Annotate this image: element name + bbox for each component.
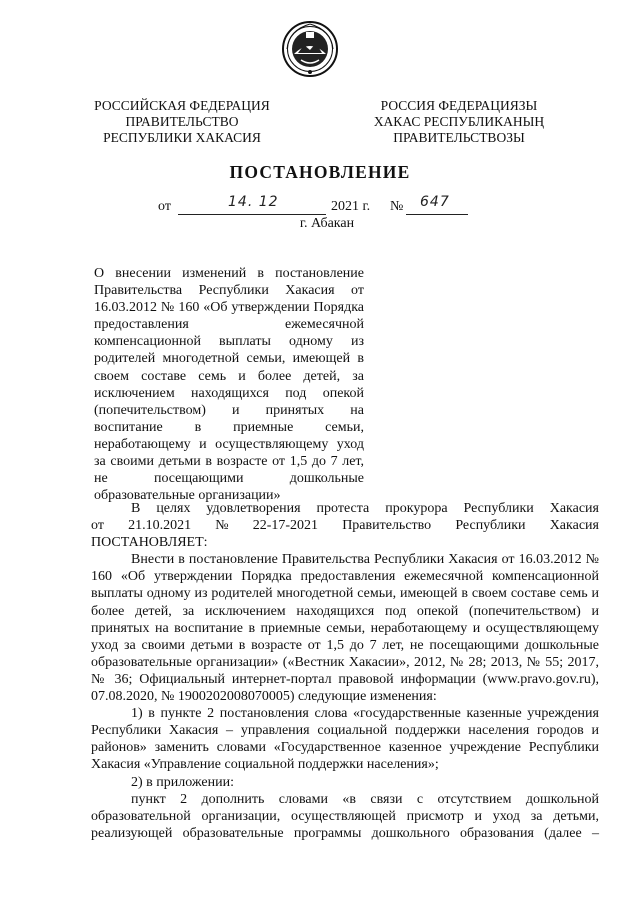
body-line-justified [91, 517, 599, 534]
body-word: 22-17-2021 [252, 518, 319, 534]
header-left-line: РОССИЙСКАЯ ФЕДЕРАЦИЯ [94, 98, 270, 113]
body-word: № [215, 518, 229, 534]
subject-block: О внесении изменений в постановление Правительства Республики Хакасия от 16.03.2012 № 160 «Об утверждении Порядка предоставления ежемесячной компенсационной выплаты одному из родителей многодетной семьи, имеющей в своем составе семь и более детей, за исключением находящихся под опекой (попечительством) и принятых на воспитание в приемные семьи, неработающему и осуществляющему уход за своими детьми в возрасте от 1,5 до 7 лет, не посещающими дошкольные образовательные организации» [94, 266, 364, 504]
header-left-block [82, 98, 282, 146]
date-from-label: от [158, 199, 171, 214]
document-title: ПОСТАНОВЛЕНИЕ [229, 162, 411, 182]
header-right-line: ХАКАС РЕСПУБЛИКАНЫҢ [373, 114, 545, 129]
coat-of-arms-emblem [281, 20, 339, 78]
body-paragraph: пункт 2 дополнить словами «в связи с отсутствием дошкольной образовательной организации, осуществляющей присмотр и уход за детьми, реализующей образовательные программы дошкольного образования (далее – [91, 791, 599, 841]
header-right-block [350, 98, 568, 146]
body-paragraph: ПОСТАНОВЛЯЕТ: [91, 535, 208, 551]
body-word: 21.10.2021 [128, 518, 192, 534]
body-paragraph: 1) в пункте 2 постановления слова «государственные казенные учреждения Республики Хакасия – управления социальной поддержки населения городов и районов» заменить словами «Государственное казенное учреждение Республики Хакасия «Управление социальной поддержки населения»; [91, 706, 599, 773]
header-right-line: ПРАВИТЕЛЬСТВОЗЫ [393, 130, 525, 145]
body-word: Хакасия [549, 518, 599, 534]
body-word: Правительство [342, 518, 432, 534]
body-paragraph: Внести в постановление Правительства Республики Хакасия от 16.03.2012 № 160 «Об утверждении Порядка предоставления ежемесячной компенсационной выплаты одному из родителей многодетной семьи, имеющей в своем составе семь и более детей, за исключением находящихся под опекой (попечительством) и принятых на воспитание в приемные семьи, неработающему и осуществляющему уход за своими детьми в возрасте от 1,5 до 7 лет, не посещающими дошкольные образовательные организации» («Вестник Хакасии», 2012, № 28; 2013, № 55; 2017, № 36; Официальный интернет-портал правовой информации (www.pravo.gov.ru), 07.08.2020, № 1900202008070005) следующие изменения: [91, 552, 599, 705]
number-underline [406, 214, 468, 215]
header-left-line: РЕСПУБЛИКИ ХАКАСИЯ [103, 130, 261, 145]
header-left-line: ПРАВИТЕЛЬСТВО [125, 114, 239, 129]
number-label: № [390, 199, 404, 214]
body-word: Республики [455, 518, 526, 534]
handwritten-number: 647 [420, 194, 450, 210]
date-underline [178, 214, 326, 215]
handwritten-date: 14. 12 [228, 194, 279, 210]
document-body [91, 500, 599, 842]
header-right-line: РОССИЯ ФЕДЕРАЦИЯЗЫ [380, 98, 538, 113]
body-paragraph: 2) в приложении: [131, 774, 234, 790]
body-word: от [91, 518, 104, 534]
year-label: 2021 г. [331, 199, 371, 214]
body-paragraph: В целях удовлетворения протеста прокурора Республики Хакасия [131, 501, 599, 516]
city-label: г. Абакан [299, 216, 355, 231]
